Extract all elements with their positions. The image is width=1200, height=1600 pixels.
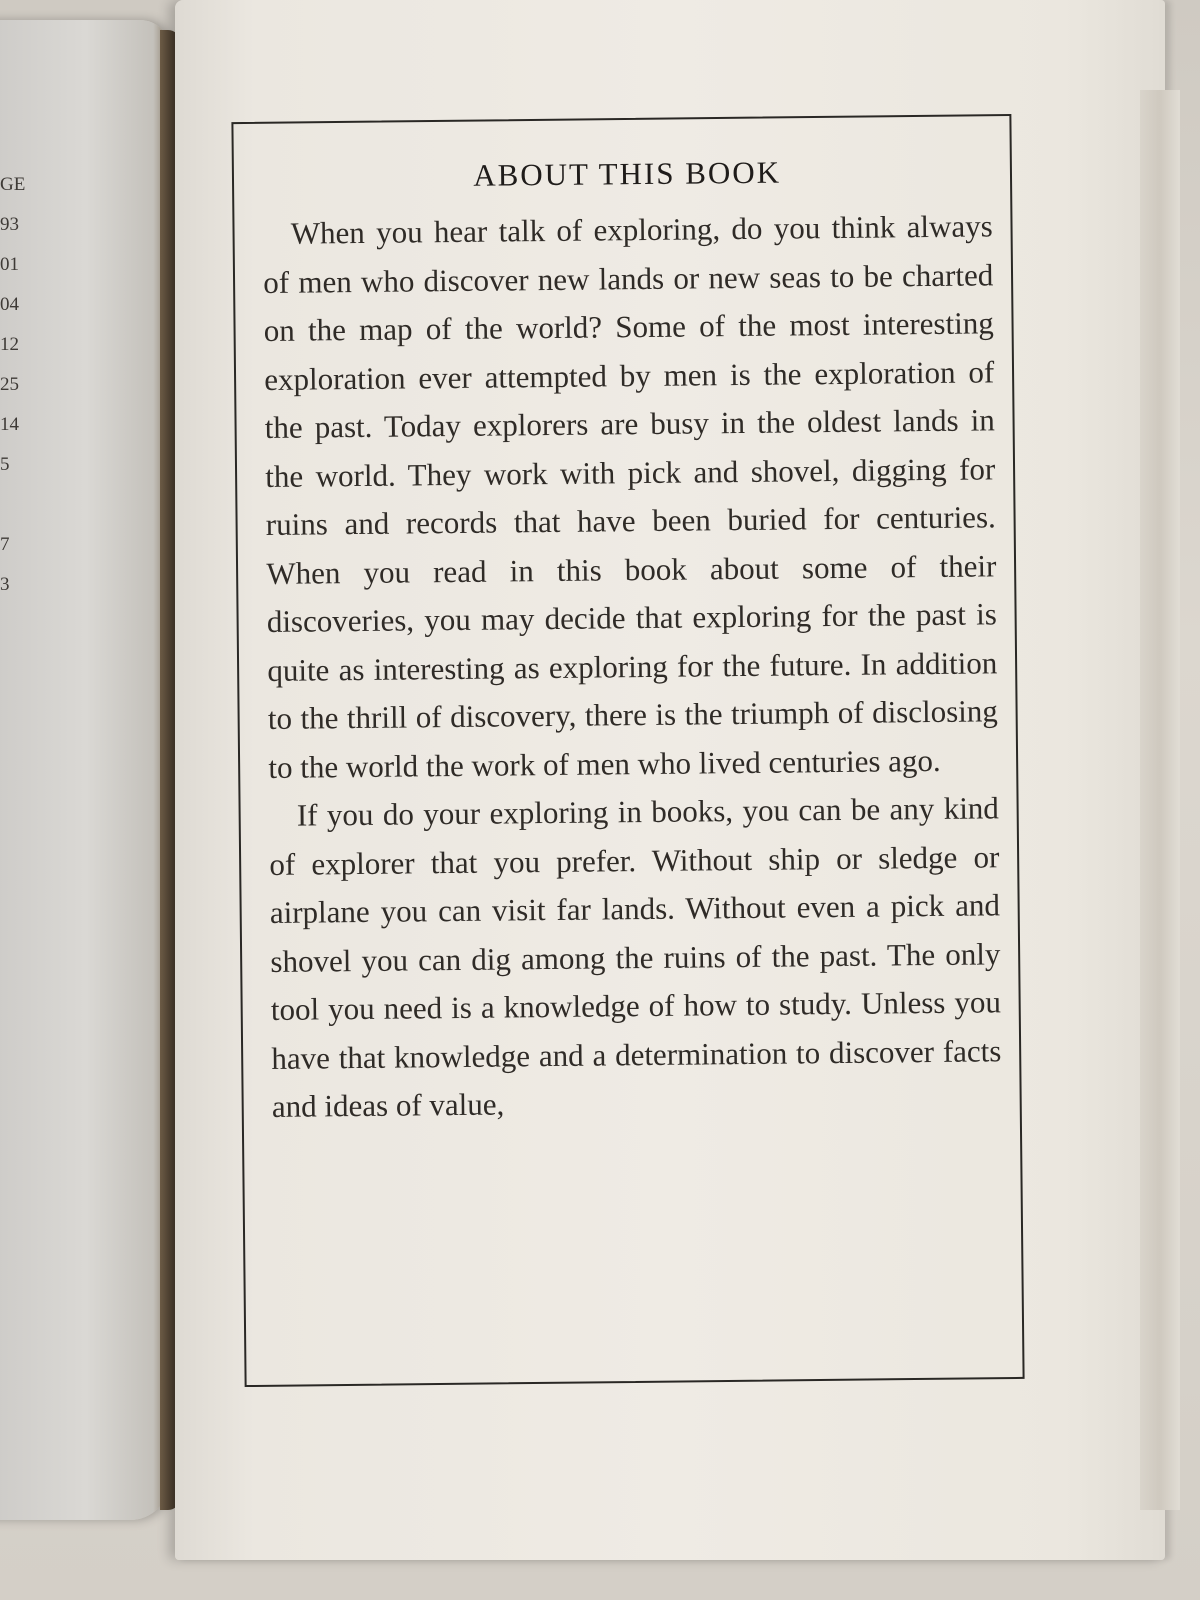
margin-number: 93	[0, 214, 19, 235]
margin-number: 7	[0, 534, 10, 555]
body-paragraph-2: If you do your exploring in books, you can be any kind of explorer that you prefer. Without ship or sledge or airplane you can visit far lands. Without even a pick and shovel you can dig among the ruins of the past. The only tool you need is a knowledge of how to study. Unless you have that knowledge and a determination to discover facts and ideas of value,	[269, 790, 1002, 1124]
page-title: ABOUT THIS BOOK	[473, 154, 782, 193]
margin-number: 04	[0, 294, 19, 315]
margin-number: 5	[0, 454, 10, 475]
margin-number	[0, 485, 30, 525]
left-page-margin-numbers	[0, 165, 30, 605]
page-text-block	[262, 152, 1002, 1131]
margin-number: 3	[0, 574, 10, 595]
margin-number: 25	[0, 374, 19, 395]
margin-number: 01	[0, 254, 19, 275]
page-stack-edge	[1140, 90, 1180, 1510]
margin-number: 14	[0, 414, 19, 435]
body-paragraph-1: When you hear talk of exploring, do you think always of men who discover new lands or new seas to be charted on the map of the world? Some of the most interesting exploration ever attempted by men is the exploration of the past. Today explorers are busy in the oldest lands in the world. They work with pick and shovel, digging for ruins and records that have been buried for centuries. When you read in this book about some of their discoveries, you may decide that exploring for the past is quite as interesting as exploring for the future. In addition to the thrill of discovery, there is the triumph of disclosing to the world the work of men who lived centuries ago.	[263, 208, 998, 785]
margin-number: 12	[0, 334, 19, 355]
margin-number: GE	[0, 174, 26, 195]
